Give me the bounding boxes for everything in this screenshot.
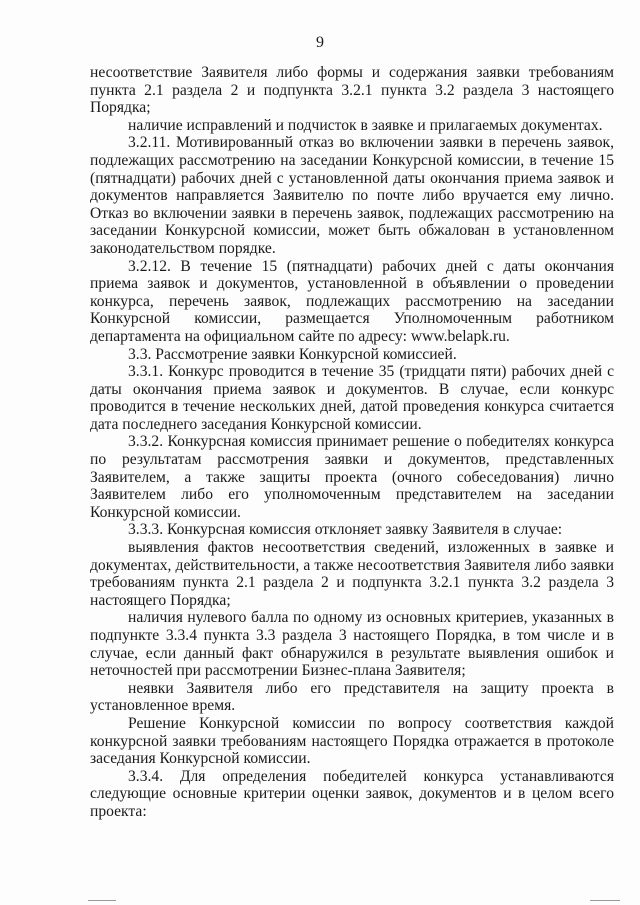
paragraph: несоответствие Заявителя либо формы и содержания заявки требованиям пункта 2.1 раздела 2 и подпункта 3.2.1 пункта 3.2 раздела 3 настоящего Порядка; — [90, 64, 614, 117]
list-item: выявления фактов несоответствия сведений, изложенных в заявке и документах, действительности, а также несоответствия Заявителя либо заявки требованиям пункта 2.1 раздела 2 и подпункта 3.2.1 пункта 3.2 раздела 3 настоящего Порядка; — [90, 539, 614, 609]
page-number: 9 — [316, 34, 324, 51]
section-heading: 3.3. Рассмотрение заявки Конкурсной комиссией. — [128, 345, 457, 363]
scan-artifact-line — [590, 900, 620, 901]
paragraph: 3.3.1. Конкурс проводится в течение 35 (тридцати пяти) рабочих дней с даты окончания приема заявок и документов. В случае, если конкурс проводится в течение нескольких дней, датой проведения конкурса считается дата последнего заседания Конкурсной комиссии. — [90, 363, 614, 433]
scan-artifact-line — [88, 900, 116, 901]
paragraph: 3.3.2. Конкурсная комиссия принимает решение о победителях конкурса по результатам рассмотрения заявки и документов, представленных Заявителем, а также защиты проекта (очного собеседования) лично Заявителем либо его уполномоченным представителем на заседании Конкурсной комиссии. — [90, 433, 614, 521]
paragraph: 3.2.12. В течение 15 (пятнадцати) рабочих дней с даты окончания приема заявок и документов, установленной в объявлении о проведении конкурса, перечень заявок, подлежащих рассмотрению на заседании Конкурсной комиссии, размещается Уполномоченным работником департамента на официальном сайте по адресу: www.belapk.ru. — [90, 257, 614, 345]
document-body — [90, 64, 614, 821]
paragraph: 3.2.11. Мотивированный отказ во включении заявки в перечень заявок, подлежащих рассмотрению на заседании Конкурсной комиссии, в течение 15 (пятнадцати) рабочих дней с установленной даты окончания приема заявок и документов направляется Заявителю по почте либо вручается ему лично. Отказ во включении заявки в перечень заявок, подлежащих рассмотрению на заседании Конкурсной комиссии, может быть обжалован в установленном законодательством порядке. — [90, 134, 614, 257]
paragraph: Решение Конкурсной комиссии по вопросу соответствия каждой конкурсной заявки требованиям настоящего Порядка отражается в протоколе заседания Конкурсной комиссии. — [90, 714, 614, 768]
paragraph: 3.3.4. Для определения победителей конкурса устанавливаются следующие основные критерии оценки заявок, документов и в целом всего проекта: — [90, 767, 614, 820]
list-item: неявки Заявителя либо его представителя на защиту проекта в установленное время. — [90, 679, 614, 715]
paragraph: наличие исправлений и подчисток в заявке и прилагаемых документах. — [128, 116, 603, 134]
list-item: наличия нулевого балла по одному из основных критериев, указанных в подпункте 3.3.4 пункта 3.3 раздела 3 настоящего Порядка, в том числе и в случае, если данный факт обнаружился в результате выявления ошибок и неточностей при рассмотрении Бизнес-плана Заявителя; — [90, 609, 614, 680]
paragraph: 3.3.3. Конкурсная комиссия отклоняет заявку Заявителя в случае: — [128, 521, 563, 539]
